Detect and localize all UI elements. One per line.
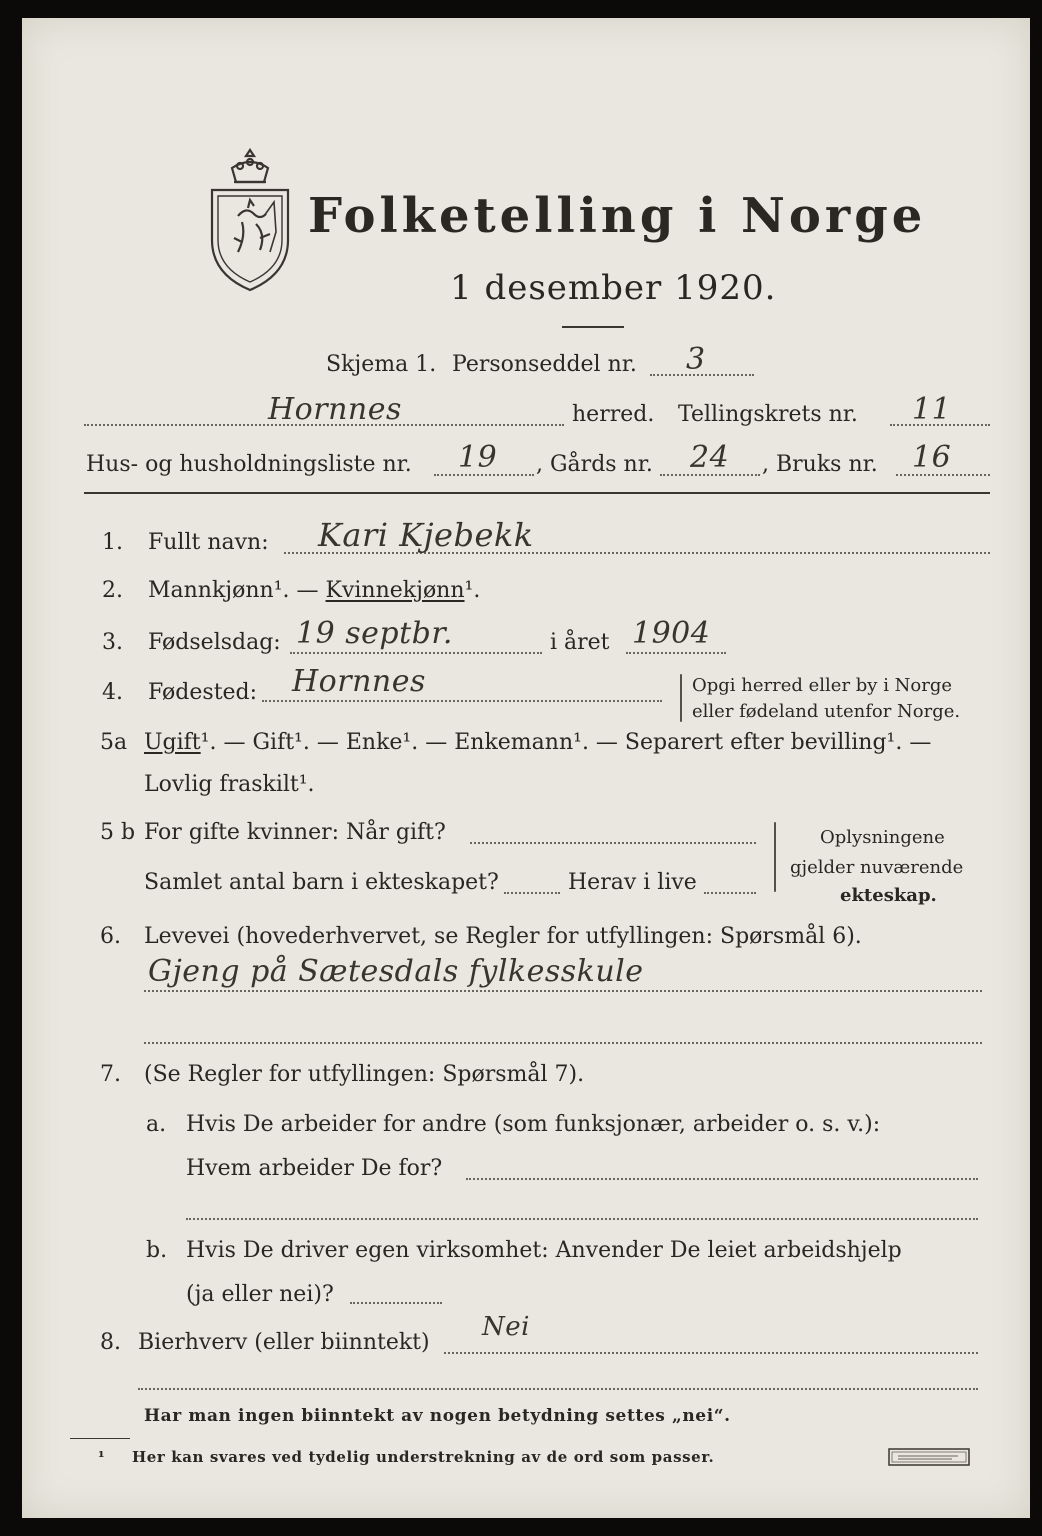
q3-number: 3. [102,630,123,655]
q5a-number: 5a [100,730,128,755]
bruks-label: , Bruks nr. [762,452,878,477]
q1-number: 1. [102,530,123,555]
hus-value: 19 [458,440,498,475]
q3-year-label: i året [550,630,610,655]
skjema-label: Skjema 1. [326,352,437,377]
header-divider [84,492,990,494]
footnote-text: Her kan svares ved tydelig understrekning av de ord som passer. [132,1448,715,1466]
q2-female-option[interactable]: Kvinnekjønn [325,578,465,603]
herred-label: herred. [572,402,655,427]
bruks-value: 16 [912,440,952,475]
q4-note-line1: Opgi herred eller by i Norge [692,675,953,696]
q7a-letter: a. [146,1112,167,1137]
q4-note-line2: eller fødeland utenfor Norge. [692,701,961,722]
q3-field-line[interactable] [290,652,542,654]
q5b-line2-a: Samlet antal barn i ekteskapet? [144,870,499,895]
footnote-divider [70,1438,130,1439]
q7-label: (Se Regler for utfyllingen: Spørsmål 7). [144,1062,585,1087]
footnote-number: ¹ [98,1448,106,1466]
q2-options [148,578,480,603]
q7a-field-line-1[interactable] [466,1178,978,1180]
q6-field-line-2[interactable] [144,1042,982,1044]
q4-field-line[interactable] [262,700,662,702]
gards-label: , Gårds nr. [536,452,653,477]
q2-male-option[interactable]: Mannkjønn¹. [148,578,290,603]
q5b-alive-field-line[interactable] [704,892,756,894]
q7b-line1: Hvis De driver egen virksomhet: Anvender De leiet arbeidshjelp [186,1238,902,1263]
q5a-line2[interactable]: Lovlig fraskilt¹. [144,772,315,797]
q7a-line1: Hvis De arbeider for andre (som funksjonær, arbeider o. s. v.): [186,1112,881,1137]
personseddel-value: 3 [686,342,706,377]
q7b-letter: b. [146,1238,168,1263]
q8-field-line-2[interactable] [138,1388,978,1390]
q8-label: Bierhverv (eller biinntekt) [138,1330,430,1355]
q3-value: 19 septbr. [296,616,453,651]
q1-label: Fullt navn: [148,530,269,555]
q7-number: 7. [100,1062,121,1087]
no-income-instruction: Har man ingen biinntekt av nogen betydning settes „nei“. [144,1406,731,1426]
herred-value: Hornnes [268,392,402,427]
q5b-note-line1: Oplysningene [820,827,945,848]
title-divider [562,326,624,328]
q4-number: 4. [102,680,123,705]
q3-year-field-line[interactable] [626,652,726,654]
q5b-line1: For gifte kvinner: Når gift? [144,820,446,845]
q2-female-sup: ¹. [464,578,481,603]
q4-note-brace [680,674,682,722]
q5b-line2-b: Herav i live [568,870,697,895]
q3-year-value: 1904 [632,616,711,651]
q8-number: 8. [100,1330,121,1355]
gards-value: 24 [690,440,730,475]
q7a-field-line-2[interactable] [186,1218,978,1220]
q5a-options [144,730,931,755]
q7a-line2: Hvem arbeider De for? [186,1156,443,1181]
q5a-ugift-option[interactable]: Ugift [144,730,201,755]
q4-label: Fødested: [148,680,258,705]
q3-label: Fødselsdag: [148,630,281,655]
q5a-other-options[interactable]: ¹. — Gift¹. — Enke¹. — Enkemann¹. — Separert efter bevilling¹. — [200,730,932,755]
q6-number: 6. [100,924,121,949]
q6-field-line-1[interactable] [144,990,982,992]
q5b-note-line3: ekteskap. [840,885,937,906]
q6-label: Levevei (hovederhvervet, se Regler for utfyllingen: Spørsmål 6). [144,924,862,949]
q8-field-line-1[interactable] [444,1352,978,1354]
norwegian-coat-of-arms-icon [204,146,296,296]
q5b-number: 5 b [100,820,136,845]
q4-value: Hornnes [292,664,426,699]
q2-separator: — [289,578,326,603]
q7b-line2: (ja eller nei)? [186,1282,334,1307]
q2-number: 2. [102,578,123,603]
q5b-children-field-line[interactable] [504,892,560,894]
personseddel-label: Personseddel nr. [452,352,637,377]
q7b-field-line[interactable] [350,1302,442,1304]
q1-value: Kari Kjebekk [318,516,534,554]
printer-stamp-icon [888,1448,970,1466]
tellingskrets-value: 11 [912,392,952,427]
tellingskrets-label: Tellingskrets nr. [678,402,858,427]
census-date: 1 desember 1920. [450,268,777,308]
form-title: Folketelling i Norge [308,188,927,244]
q5b-note-brace [774,822,776,892]
hus-label: Hus- og husholdningsliste nr. [86,452,412,477]
q6-value: Gjeng på Sætesdals fylkesskule [148,954,644,989]
q8-value: Nei [482,1312,530,1342]
q5b-note-line2: gjelder nuværende [790,857,964,878]
q5b-married-field-line[interactable] [470,842,756,844]
